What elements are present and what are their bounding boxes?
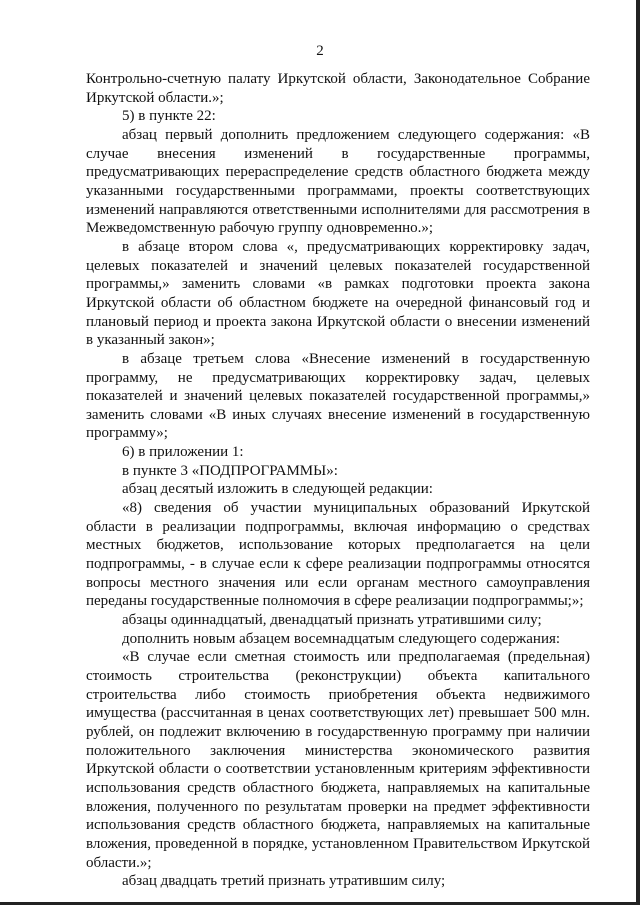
paragraph: дополнить новым абзацем восемнадцатым следующего содержания: xyxy=(122,630,561,647)
paragraph: в пункте 3 «ПОДПРОГРАММЫ»: xyxy=(122,462,338,479)
document-body xyxy=(86,70,590,891)
paragraph: в абзаце втором слова «, предусматривающих корректировку задач, целевых показателей и значений целевых показателей государственной программы,» заменить словами «в рамках подготовки проекта закона Иркутской области об областном бюджете на очередной финансовый год и плановый период и проекта закона Иркутской области о внесении изменений в указанный закон»; xyxy=(86,238,590,349)
paragraph: абзацы одиннадцатый, двенадцатый признать утратившими силу; xyxy=(122,612,542,629)
paragraph: 6) в приложении 1: xyxy=(122,444,244,461)
paragraph: «В случае если сметная стоимость или предполагаемая (предельная) стоимость строительства (реконструкции) объекта капитального строительства либо стоимость приобретения объекта недвижимого имущества (рассчитанная в ценах соответствующих лет) превышает 500 млн. рублей, он подлежит включению в государственную программу при наличии положительного заключения министерства экономического развития Иркутской области о соответствии установленным критериям эффективности использования средств областного бюджета, направляемых на капитальные вложения, полученного по результатам проверки на предмет эффективности использования средств областного бюджета, направляемых на капитальные вложения, проведенной в порядке, установленном Правительством Иркутской области.»; xyxy=(86,649,590,871)
paragraph: абзац десятый изложить в следующей редакции: xyxy=(122,481,433,498)
paragraph: абзац двадцать третий признать утратившим силу; xyxy=(122,873,446,890)
paragraph: абзац первый дополнить предложением следующего содержания: «В случае внесения изменений в государственные программы, предусматривающих перераспределение средств областного бюджета между указанными государственными программами, проекты соответствующих изменений направляются ответственными исполнителями для рассмотрения в Межведомственную рабочую группу одновременно.»; xyxy=(86,126,590,237)
paragraph: в абзаце третьем слова «Внесение изменений в государственную программу, не предусматривающих корректировку задач, целевых показателей и значений целевых показателей государственной программы,» заменить словами «В иных случаях внесение изменений в государственную программу»; xyxy=(86,350,590,442)
scan-edge-right xyxy=(636,0,640,905)
page-number: 2 xyxy=(316,43,324,59)
paragraph: «8) сведения об участии муниципальных образований Иркутской области в реализации подпрограммы, включая информацию о средствах местных бюджетов, использование которых предполагается на цели подпрограммы, - в случае если к сфере реализации подпрограммы относятся вопросы местного значения или если органам местного самоуправления переданы государственные полномочия в сфере реализации подпрограммы;»; xyxy=(86,500,590,610)
paragraph: 5) в пункте 22: xyxy=(122,108,216,125)
paragraph: Контрольно-счетную палату Иркутской области, Законодательное Собрание Иркутской области.»; xyxy=(86,71,590,106)
